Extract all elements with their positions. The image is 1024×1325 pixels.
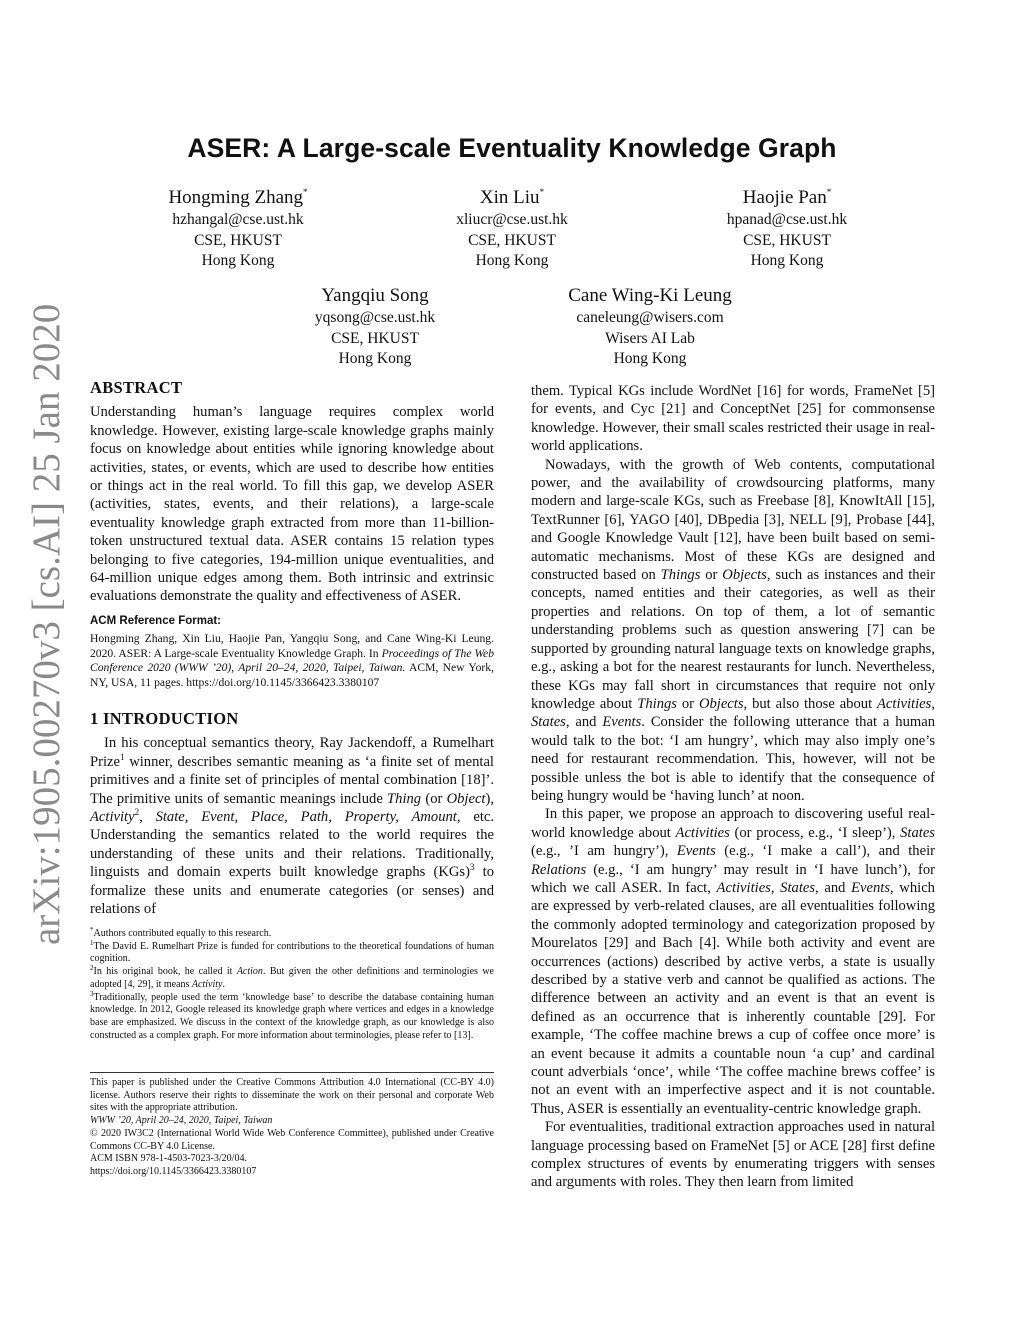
author-affiliation: CSE, HKUST bbox=[194, 231, 282, 249]
footnote: $^1$The David E. Rumelhart Prize is funded for contributions to the theoretical foundations of human cognition. bbox=[90, 938, 494, 965]
author-name: Hongming Zhang bbox=[168, 187, 304, 208]
footnote: *Authors contributed equally to this research. bbox=[90, 926, 272, 939]
license-divider bbox=[90, 1072, 494, 1073]
body-paragraph: For eventualities, traditional extraction approaches used in natural language processing based on FrameNet [5] or ACE [28] first define complex structures of events by enumerating triggers with senses and arguments with roles. They then learn from limited bbox=[531, 1119, 935, 1191]
author-name: Cane Wing-Ki Leung bbox=[568, 285, 732, 306]
author-affiliation: CSE, HKUST bbox=[468, 231, 556, 249]
abstract-heading: ABSTRACT bbox=[90, 378, 183, 397]
author-affiliation: CSE, HKUST bbox=[743, 231, 831, 249]
author-email: caneleung@wisers.com bbox=[576, 309, 724, 326]
isbn-line: ACM ISBN 978-1-4503-7023-3/20/04. bbox=[90, 1153, 247, 1165]
copyright-line: © 2020 IW3C2 (International World Wide Web Conference Committee), published under Creative Commons CC-BY 4.0 License. bbox=[90, 1127, 494, 1152]
author-block bbox=[88, 186, 388, 272]
body-paragraph: In this paper, we propose an approach to discovering useful real-world knowledge about Activities (or process, e.g., ‘I sleep’), States (e.g., ’I am hungry’), Events (e.g., ‘I make a call’), and their Relations (e.g., ‘I am hungry’ may result in ‘I have lunch’), for which we call ASER. In fact, Activities, States, and Events, which are expressed by verb-related clauses, are all eventualities following the commonly adopted terminology and categorization proposed by Mourelatos [29] and Bach [4]. While both activity and event are occurrences (actions) described by active verbs, a state is usually described by a stative verb and cannot be qualified as actions. The difference between an activity and an event is that an event is defined as an occurrence that is inherently countable [29]. For example, ‘The coffee machine brews a cup of coffee once more’ is an event because it admits a countable noun ‘a cup’ and cardinal count adverbials ‘once’, while ‘The coffee machine brews coffee’ is not an event with an imperfective aspect and it is not countable. Thus, ASER is essentially an eventuality-centric knowledge graph. bbox=[531, 806, 935, 1117]
author-block bbox=[362, 186, 662, 272]
license-block bbox=[90, 1077, 494, 1179]
footnote: $^2$In his original book, he called it Action. But given the other definitions and terminologies we adopted [4, 29], it means Activity. bbox=[90, 964, 494, 990]
author-block bbox=[225, 284, 525, 370]
author-name: Xin Liu bbox=[479, 187, 540, 208]
equal-contribution-mark: * bbox=[826, 187, 832, 197]
body-paragraph: them. Typical KGs include WordNet [16] for words, FrameNet [5] for events, and Cyc [21] and ConceptNet [25] for commonsense knowledge. However, their small scales restricted their usage in real-world applications. bbox=[531, 383, 935, 455]
abstract-text: Understanding human’s language requires complex world knowledge. However, existing large-scale knowledge graphs mainly focus on knowledge about entities while ignoring knowledge about activities, states, or events, which are used to describe how entities or things act in the real world. To fill this gap, we develop ASER (activities, states, events, and their relations), a large-scale eventuality knowledge graph extracted from more than 11-billion-token unstructured textual data. ASER contains 15 relation types belonging to five categories, 194-million unique eventualities, and 64-million unique edges among them. Both intrinsic and extrinsic evaluations demonstrate the quality and effectiveness of ASER. bbox=[90, 404, 494, 605]
equal-contribution-mark: * bbox=[303, 187, 308, 197]
footnotes bbox=[90, 928, 494, 1042]
equal-contribution-mark: * bbox=[539, 187, 545, 197]
author-email: yqsong@cse.ust.hk bbox=[314, 309, 436, 326]
author-block bbox=[637, 186, 937, 272]
license-text: This paper is published under the Creative Commons Attribution 4.0 International (CC-BY 4.0) license. Authors reserve their rights to disseminate the work on their personal and corporate Web sites with the appropriate attribution. bbox=[90, 1077, 494, 1114]
author-email: hpanad@cse.ust.hk bbox=[726, 211, 848, 228]
author-affiliation: CSE, HKUST bbox=[331, 329, 419, 347]
author-location: Hong Kong bbox=[750, 252, 824, 269]
acm-reference-heading: ACM Reference Format: bbox=[90, 614, 221, 627]
footnote-ref: 3 bbox=[469, 862, 475, 873]
body-paragraph: Nowadays, with the growth of Web contents, computational power, and the availability of crowdsourcing platforms, many modern and large-scale KGs, such as Freebase [8], KnowItAll [15], TextRunner [6], YAGO [40], DBpedia [3], NELL [9], Probase [44], and Google Knowledge Vault [12], have been built based on semi-automatic mechanisms. Most of these KGs are designed and constructed based on Things or Objects, such as instances and their concepts, named entities and their categories, as well as their properties and relations. On top of them, a lot of semantic understanding problems such as question answering [7] can be supported by grounding natural language texts on knowledge graphs, e.g., asking a bot for the nearest restaurants for lunch. Nevertheless, these KGs may fall short in circumstances that require not only knowledge about Things or Objects, but also those about Activities, States, and Events. Consider the following utterance that a human would talk to the bot: ‘I am hungry’, which may also imply one’s need for restaurant recommendation. This, however, will not be possible unless the bot is able to identify that the consequence of being hungry would be ‘having lunch’ at noon. bbox=[531, 456, 935, 804]
author-email: hzhangal@cse.ust.hk bbox=[172, 211, 304, 228]
doi-link[interactable]: https://doi.org/10.1145/3366423.3380107 bbox=[90, 1165, 257, 1177]
left-column bbox=[90, 379, 494, 918]
conference-line: WWW ’20, April 20–24, 2020, Taipei, Taiwan bbox=[90, 1115, 273, 1127]
author-name: Yangqiu Song bbox=[321, 285, 429, 306]
author-location: Hong Kong bbox=[613, 350, 687, 367]
intro-paragraph: In his conceptual semantics theory, Ray Jackendoff, a Rumelhart Prize$^1$ winner, describes semantic meaning as ‘a finite set of mental primitives and a finite set of principles of mental combination [18]’. The primitive units of semantic meanings include Thing (or Object), Activity$^2$, State, Event, Place, Path, Property, Amount, etc. Understanding the semantics related to the world requires the understanding of these units and their relations. Traditionally, linguists and domain experts built knowledge graphs (KGs)$^3$ to formalize these units and enumerate categories (or senses) and relations of bbox=[90, 735, 495, 917]
footnote-ref: 1 bbox=[120, 751, 125, 762]
author-location: Hong Kong bbox=[201, 252, 275, 269]
author-block bbox=[500, 284, 800, 370]
author-location: Hong Kong bbox=[338, 350, 412, 367]
arxiv-stamp: arXiv:1905.00270v3 [cs.AI] 25 Jan 2020 bbox=[25, 303, 68, 945]
author-email: xliucr@cse.ust.hk bbox=[456, 211, 568, 228]
author-name: Haojie Pan bbox=[742, 187, 827, 208]
footnote-ref: 2 bbox=[134, 806, 140, 817]
acm-reference-text: Hongming Zhang, Xin Liu, Haojie Pan, Yangqiu Song, and Cane Wing-Ki Leung. 2020. ASER: A Large-scale Eventuality Knowledge Graph. In Proceedings of The Web Conference 2020 (WWW ’20), April 20–24, 2020, Taipei, Taiwan. ACM, New York, NY, USA, 11 pages. https://doi.org/10.1145/3366423.3380107 bbox=[90, 632, 494, 689]
introduction-heading: 1 INTRODUCTION bbox=[90, 708, 239, 728]
right-column bbox=[531, 382, 935, 1192]
footnote: $^3$Traditionally, people used the term ‘knowledge base’ to describe the database containing human knowledge. In 2012, Google released its knowledge graph where vertices and edges in a knowledge base are emphasized. We discuss in the context of the knowledge graph, as our knowledge is also constructed as a complex graph. For more information about terminologies, please refer to [13]. bbox=[90, 989, 494, 1041]
author-affiliation: Wisers AI Lab bbox=[605, 329, 695, 347]
author-location: Hong Kong bbox=[475, 252, 549, 269]
paper-title: ASER: A Large-scale Eventuality Knowledge Graph bbox=[187, 133, 837, 163]
